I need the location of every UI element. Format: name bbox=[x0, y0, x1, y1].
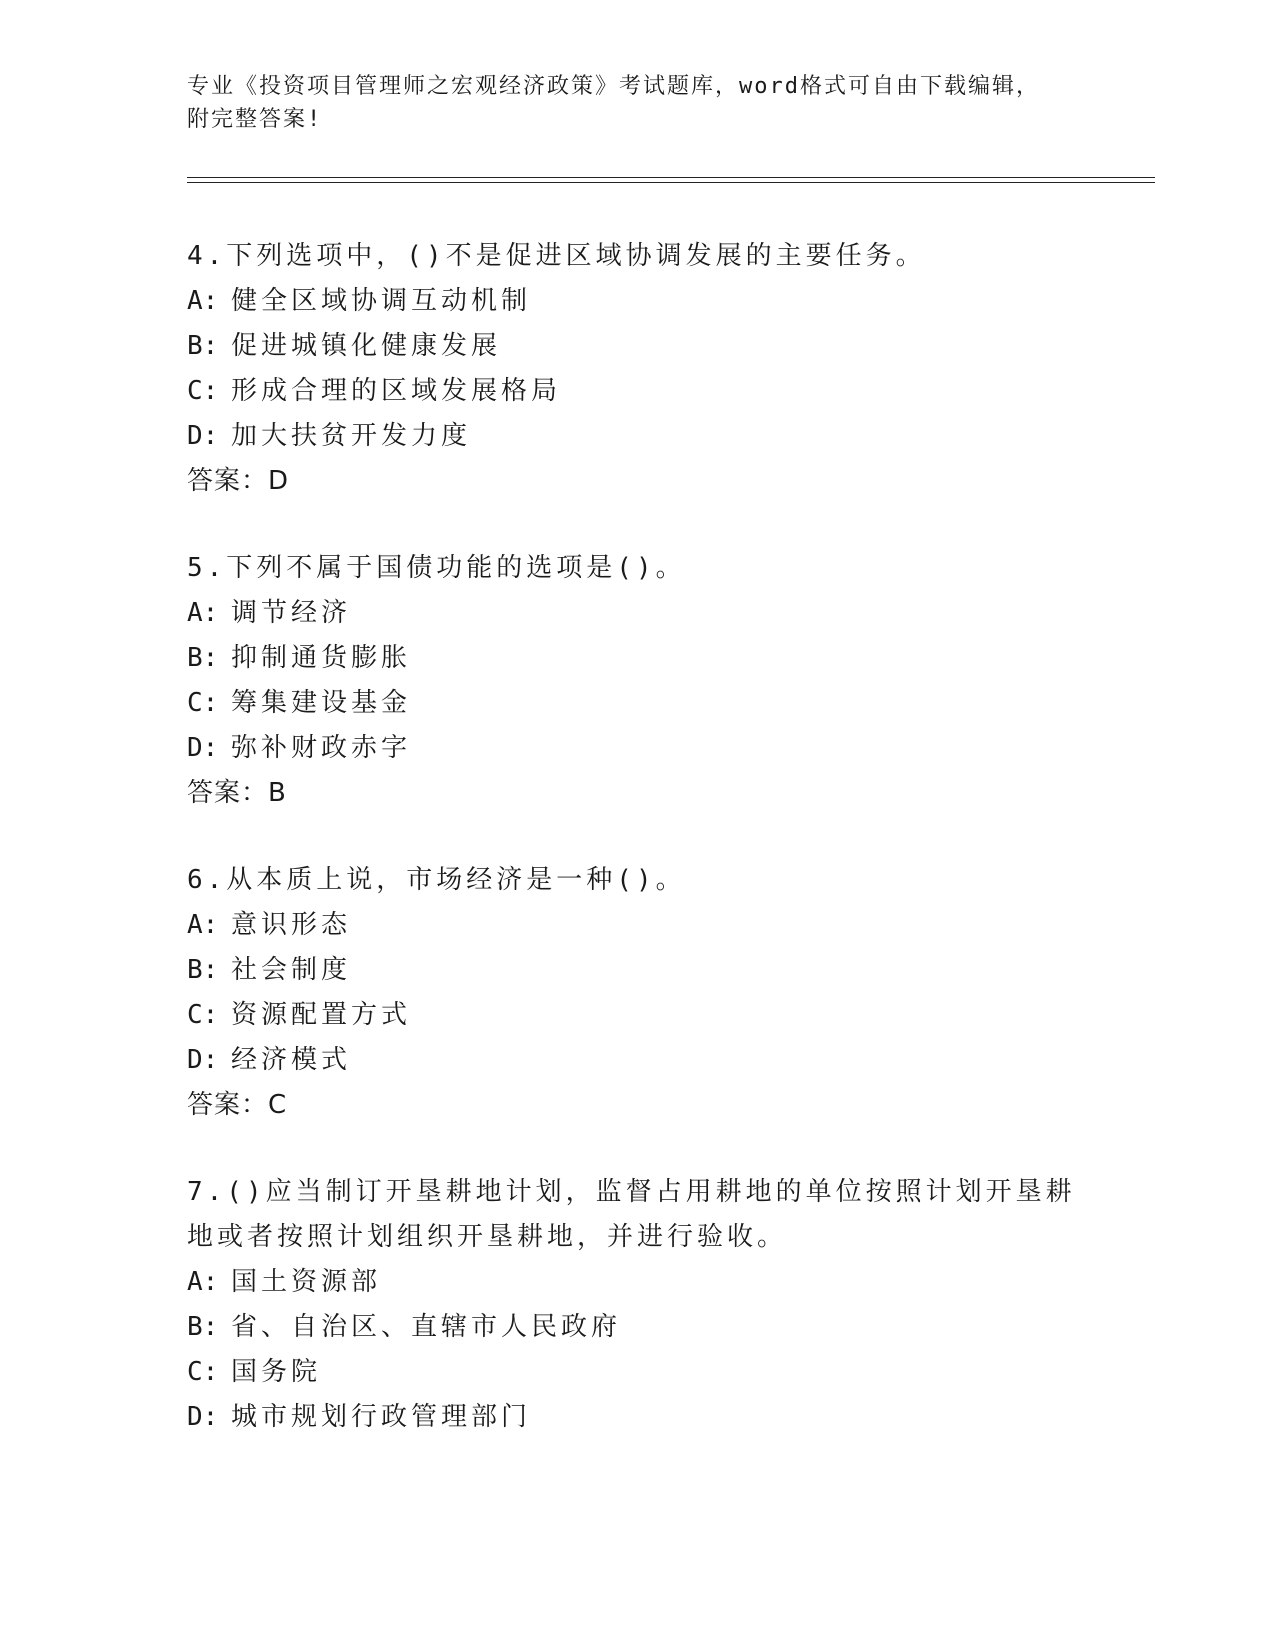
option-b bbox=[187, 324, 1087, 369]
option-c bbox=[187, 369, 1087, 414]
option-letter: B: bbox=[187, 643, 219, 673]
option-a bbox=[187, 1260, 1087, 1305]
option-text: 加大扶贫开发力度 bbox=[231, 421, 472, 451]
option-text: 资源配置方式 bbox=[231, 1000, 412, 1030]
option-text: 省、自治区、直辖市人民政府 bbox=[231, 1312, 622, 1342]
option-text: 意识形态 bbox=[231, 910, 352, 940]
option-letter: C: bbox=[187, 1000, 219, 1030]
option-letter: A: bbox=[187, 910, 219, 940]
answer-line: 答案：D bbox=[187, 466, 290, 496]
option-text: 筹集建设基金 bbox=[231, 688, 412, 718]
option-a bbox=[187, 591, 1087, 636]
option-text: 国土资源部 bbox=[231, 1267, 382, 1297]
option-letter: D: bbox=[187, 1045, 219, 1075]
header-divider-top bbox=[187, 177, 1155, 178]
option-d bbox=[187, 1038, 1087, 1083]
option-d bbox=[187, 414, 1087, 459]
option-text: 弥补财政赤字 bbox=[231, 733, 412, 763]
option-letter: A: bbox=[187, 286, 219, 316]
header-line-2: 附完整答案! bbox=[187, 107, 323, 132]
option-letter: B: bbox=[187, 955, 219, 985]
option-text: 促进城镇化健康发展 bbox=[231, 331, 502, 361]
option-letter: C: bbox=[187, 376, 219, 406]
question-stem: 7.()应当制订开垦耕地计划，监督占用耕地的单位按照计划开垦耕地或者按照计划组织开垦耕地，并进行验收。 bbox=[187, 1177, 1076, 1252]
option-letter: B: bbox=[187, 331, 219, 361]
question-stem: 6.从本质上说，市场经济是一种()。 bbox=[187, 865, 686, 895]
option-letter: D: bbox=[187, 421, 219, 451]
option-b bbox=[187, 1305, 1087, 1350]
option-a bbox=[187, 279, 1087, 324]
question-7 bbox=[187, 1170, 1087, 1440]
question-5 bbox=[187, 546, 1087, 816]
answer-line: 答案：B bbox=[187, 778, 287, 808]
option-text: 形成合理的区域发展格局 bbox=[231, 376, 562, 406]
question-list bbox=[187, 234, 1087, 1482]
option-b bbox=[187, 948, 1087, 993]
option-letter: C: bbox=[187, 1357, 219, 1387]
option-letter: D: bbox=[187, 1402, 219, 1432]
question-stem: 4.下列选项中，()不是促进区域协调发展的主要任务。 bbox=[187, 241, 926, 271]
option-text: 国务院 bbox=[231, 1357, 322, 1387]
option-c bbox=[187, 1350, 1087, 1395]
answer-line: 答案：C bbox=[187, 1090, 288, 1120]
option-text: 社会制度 bbox=[231, 955, 352, 985]
question-6 bbox=[187, 858, 1087, 1128]
option-c bbox=[187, 681, 1087, 726]
document-header bbox=[187, 70, 1087, 136]
option-d bbox=[187, 726, 1087, 771]
option-d bbox=[187, 1395, 1087, 1440]
header-divider-bottom bbox=[187, 182, 1155, 183]
option-text: 经济模式 bbox=[231, 1045, 352, 1075]
option-letter: A: bbox=[187, 1267, 219, 1297]
question-stem: 5.下列不属于国债功能的选项是()。 bbox=[187, 553, 686, 583]
option-a bbox=[187, 903, 1087, 948]
option-text: 健全区域协调互动机制 bbox=[231, 286, 532, 316]
option-letter: B: bbox=[187, 1312, 219, 1342]
option-text: 调节经济 bbox=[231, 598, 352, 628]
option-letter: C: bbox=[187, 688, 219, 718]
option-text: 抑制通货膨胀 bbox=[231, 643, 412, 673]
option-b bbox=[187, 636, 1087, 681]
option-letter: A: bbox=[187, 598, 219, 628]
option-text: 城市规划行政管理部门 bbox=[231, 1402, 532, 1432]
question-4 bbox=[187, 234, 1087, 504]
option-letter: D: bbox=[187, 733, 219, 763]
option-c bbox=[187, 993, 1087, 1038]
header-line-1: 专业《投资项目管理师之宏观经济政策》考试题库，word格式可自由下载编辑， bbox=[187, 74, 1040, 99]
